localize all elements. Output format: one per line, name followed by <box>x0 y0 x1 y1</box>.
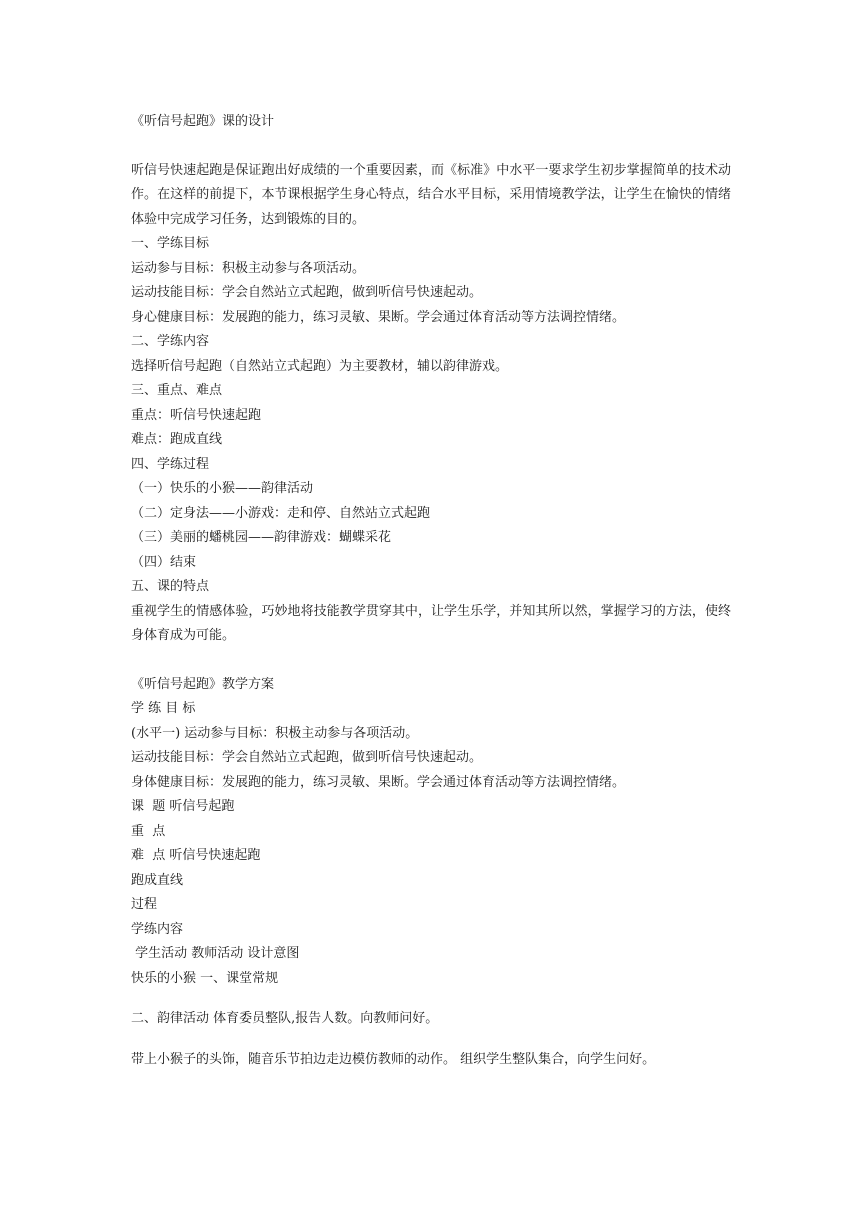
spacer <box>131 135 731 159</box>
process-step-3: （三）美丽的蟠桃园——韵律游戏：蝴蝶采花 <box>131 530 392 545</box>
plan-goals-label: 学 练 目 标 <box>131 701 196 716</box>
plan-difficulty: 难 点 听信号快速起跑 <box>131 848 261 863</box>
process-step-2: （二）定身法——小游戏：走和停、自然站立式起跑 <box>131 505 431 521</box>
document-title: 《听信号起跑》课的设计 <box>131 114 275 129</box>
plan-row-rhythm: 二、韵律活动 体育委员整队,报告人数。向教师问好。 <box>131 1011 439 1026</box>
plan-row-monkey: 快乐的小猴 一、课堂常规 <box>131 970 279 986</box>
plan-topic: 课 题 听信号起跑 <box>131 799 235 814</box>
plan-goal-skill: 运动技能目标：学会自然站立式起跑，做到听信号快速起动。 <box>131 750 483 765</box>
section-heading-key-points: 三、重点、难点 <box>131 383 223 398</box>
section-heading-process: 四、学练过程 <box>131 456 210 472</box>
process-step-4: （四）结束 <box>131 554 197 570</box>
plan-key-point: 重 点 <box>131 823 166 839</box>
plan-straight-line: 跑成直线 <box>131 872 184 888</box>
goal-health: 身心健康目标：发展跑的能力，练习灵敏、果断。学会通过体育活动等方法调控情绪。 <box>131 309 626 325</box>
document-page <box>131 110 731 1072</box>
section-heading-content: 二、学练内容 <box>131 334 210 349</box>
plan-goal-health: 身体健康目标：发展跑的能力，练习灵敏、果断。学会通过体育活动等方法调控情绪。 <box>131 774 626 790</box>
section-heading-goals: 一、学练目标 <box>131 236 210 251</box>
spacer <box>131 1032 731 1048</box>
difficulty-point: 难点：跑成直线 <box>131 432 223 447</box>
goal-participation: 运动参与目标：积极主动参与各项活动。 <box>131 260 366 276</box>
plan-process-label: 过程 <box>131 897 158 912</box>
section-heading-features: 五、课的特点 <box>131 579 210 594</box>
spacer <box>131 649 731 673</box>
spacer <box>131 991 731 1007</box>
plan-row-headwear: 带上小猴子的头饰，随音乐节拍边走边模仿教师的动作。 组织学生整队集合，向学生问好。 <box>131 1051 656 1067</box>
plan-title: 《听信号起跑》教学方案 <box>131 676 275 692</box>
intro-paragraph: 听信号快速起跑是保证跑出好成绩的一个重要因素，而《标准》中水平一要求学生初步掌握简单的技术动作。在这样的前提下，本节课根据学生身心特点，结合水平目标，采用情境教学法，让学生在愉快的情绪体验中完成学习任务，达到锻炼的目的。 <box>131 162 731 227</box>
plan-content-label: 学练内容 <box>131 921 184 937</box>
process-step-1: （一）快乐的小猴——韵律活动 <box>131 481 314 496</box>
plan-column-headers: 学生活动 教师活动 设计意图 <box>131 946 300 961</box>
features-paragraph: 重视学生的情感体验，巧妙地将技能教学贯穿其中，让学生乐学，并知其所以然，掌握学习的方法，使终身体育成为可能。 <box>131 603 731 643</box>
content-text: 选择听信号起跑（自然站立式起跑）为主要教材，辅以韵律游戏。 <box>131 358 509 374</box>
plan-goal-participation: (水平一) 运动参与目标：积极主动参与各项活动。 <box>131 725 419 741</box>
key-point: 重点：听信号快速起跑 <box>131 407 262 423</box>
goal-skill: 运动技能目标：学会自然站立式起跑，做到听信号快速起动。 <box>131 285 483 300</box>
